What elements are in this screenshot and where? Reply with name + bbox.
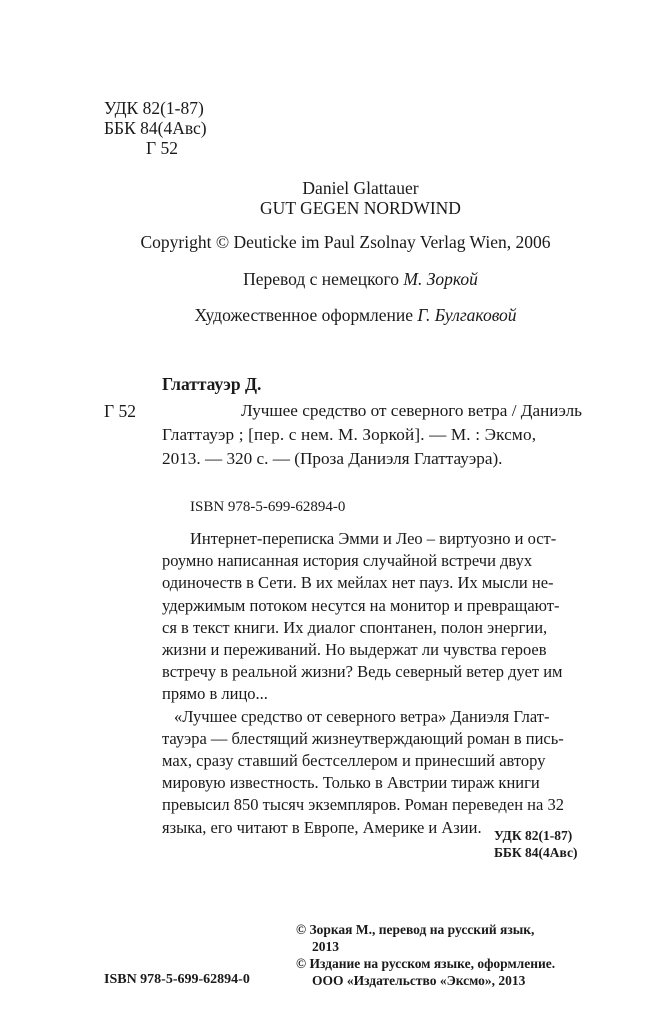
design-label: Художественное оформление bbox=[194, 305, 414, 325]
annotation-line: встречу в реальной жизни? Ведь северный ветер дует им bbox=[162, 662, 563, 682]
annotation-line: прямо в лицо... bbox=[162, 684, 268, 704]
copyright-line bbox=[0, 232, 661, 252]
annotation-line: роумно написанная история случайной встречи двух bbox=[162, 551, 533, 571]
isbn-line: ISBN 978-5-699-62894-0 bbox=[190, 499, 346, 515]
annotation-line: мировую известность. Только в Австрии тираж книги bbox=[162, 773, 540, 793]
bib-description bbox=[162, 399, 582, 471]
bbk-code: ББК 84(4Авс) bbox=[104, 118, 207, 138]
udk-code-bottom: УДК 82(1-87) bbox=[494, 828, 573, 843]
annotation-line: одиночеств в Сети. В их мейлах нет пауз. Их мысли не- bbox=[162, 573, 554, 593]
bib-description-line: Глаттауэр ; [пер. с нем. М. Зоркой]. — М. : Эксмо, bbox=[162, 425, 537, 444]
bbk-code-bottom: ББК 84(4Авс) bbox=[494, 845, 578, 860]
annotation-line: языка, его читают в Европе, Америке и Азии. bbox=[162, 817, 482, 837]
annotation-line: тауэра — блестящий жизнеутверждающий роман в пись- bbox=[162, 728, 564, 748]
author-sign: Г 52 bbox=[146, 138, 178, 158]
original-author bbox=[0, 178, 661, 198]
translation-credit bbox=[0, 269, 661, 289]
translator-name: М. Зоркой bbox=[403, 269, 478, 289]
design-credit bbox=[0, 305, 661, 325]
copyright-text: Copyright © Deuticke im Paul Zsolnay Verlag Wien, 2006 bbox=[140, 232, 551, 252]
translation-label: Перевод с немецкого bbox=[243, 269, 400, 289]
annotation bbox=[162, 528, 592, 839]
author-heading: Глаттауэр Д. bbox=[162, 374, 262, 394]
original-author-text: Daniel Glattauer bbox=[302, 178, 419, 198]
annotation-line: удержимым потоком несутся на монитор и превращают- bbox=[162, 595, 560, 615]
imprint-line: © Зоркая М., перевод на русский язык, bbox=[296, 922, 535, 937]
udk-code: УДК 82(1-87) bbox=[104, 98, 204, 118]
annotation-line: мах, сразу ставший бестселлером и принесший автору bbox=[162, 751, 546, 771]
original-title-text: GUT GEGEN NORDWIND bbox=[260, 198, 461, 218]
bib-description-line: Лучшее средство от северного ветра / Даниэль bbox=[240, 401, 582, 420]
annotation-line: ся в текст книги. Их диалог спонтанен, полон энергии, bbox=[162, 617, 548, 637]
bib-description-line: 2013. — 320 с. — (Проза Даниэля Глаттауэра). bbox=[162, 449, 503, 468]
imprint-isbn: ISBN 978-5-699-62894-0 bbox=[104, 972, 250, 987]
annotation-line: превысил 850 тысяч экземпляров. Роман переведен на 32 bbox=[162, 795, 564, 815]
imprint-line: © Издание на русском языке, оформление. bbox=[296, 956, 556, 971]
designer-name: Г. Булгаковой bbox=[417, 305, 517, 325]
annotation-line: жизни и переживаний. Но выдержат ли чувства героев bbox=[162, 640, 547, 660]
annotation-line: «Лучшее средство от северного ветра» Даниэля Глат- bbox=[174, 706, 550, 726]
bib-sign: Г 52 bbox=[104, 401, 136, 421]
original-title bbox=[0, 198, 661, 218]
imprint-line: 2013 bbox=[312, 939, 339, 954]
annotation-line: Интернет-переписка Эмми и Лео – виртуозно и ост- bbox=[190, 529, 557, 548]
imprint-line: ООО «Издательство «Эксмо», 2013 bbox=[312, 973, 526, 988]
